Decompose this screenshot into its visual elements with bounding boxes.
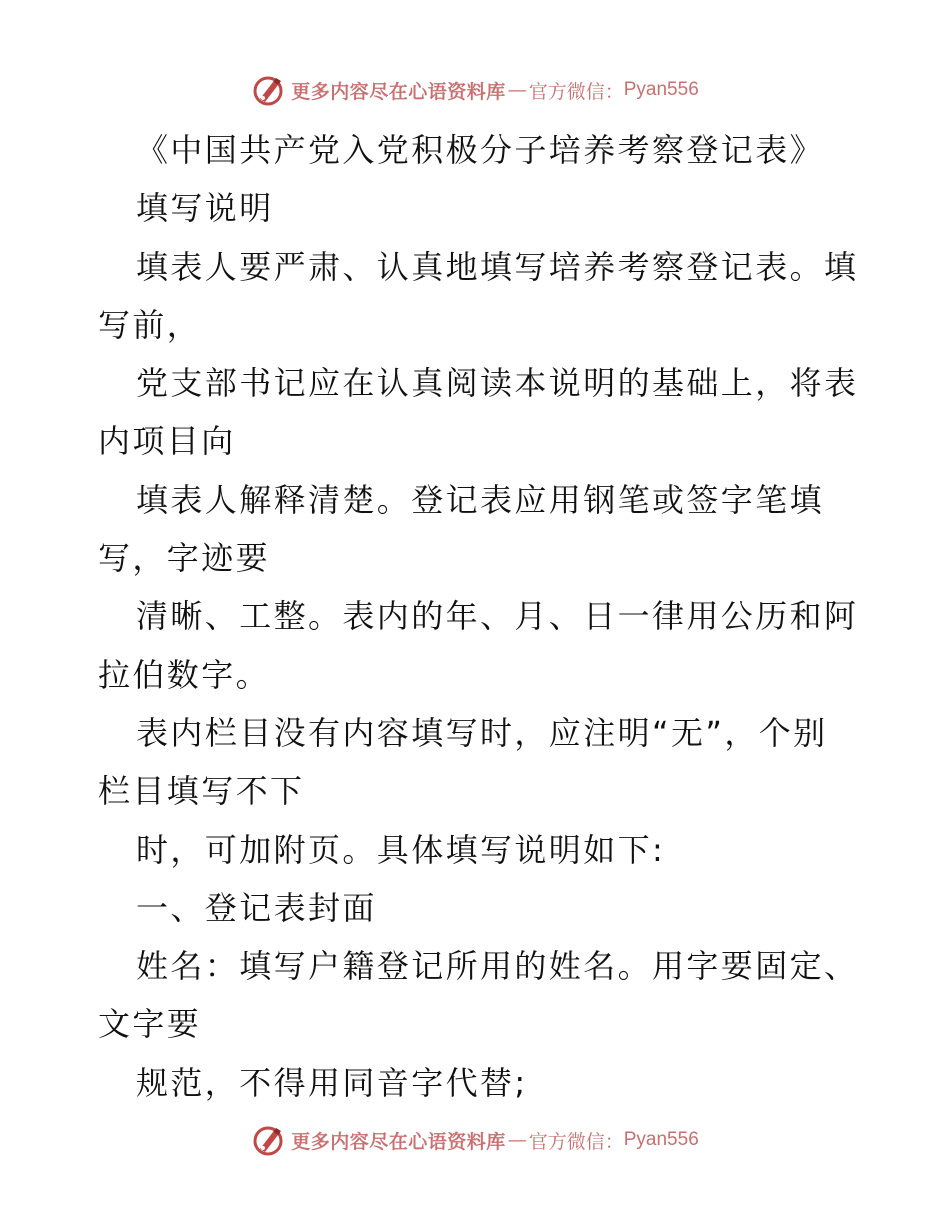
watermark-main-text: 更多内容尽在心语资料库 xyxy=(291,1130,506,1153)
pen-logo-icon xyxy=(251,1123,285,1157)
section-heading-instructions: 填写说明 xyxy=(136,189,274,228)
paragraph-line: 时，可加附页。具体填写说明如下: xyxy=(136,830,666,869)
paragraph-line: 填表人要严肃、认真地填写培养考察登记表。填 xyxy=(136,247,859,286)
footer-watermark xyxy=(0,1122,950,1158)
paragraph-line: 内项目向 xyxy=(98,422,236,461)
header-watermark xyxy=(0,72,950,108)
paragraph-line: 文字要 xyxy=(98,1005,202,1044)
paragraph-line: 表内栏目没有内容填写时，应注明“无”，个别 xyxy=(136,713,828,752)
watermark-official-text: 官方微信： xyxy=(528,80,624,103)
watermark-wechat-id: Pyan556 xyxy=(623,79,699,100)
paragraph-line: 栏目填写不下 xyxy=(98,772,305,811)
pen-logo-icon xyxy=(251,73,285,107)
paragraph-line: 姓名：填写户籍登记所用的姓名。用字要固定、 xyxy=(136,947,859,986)
watermark-dash: — xyxy=(507,79,527,101)
watermark-main-text: 更多内容尽在心语资料库 xyxy=(291,80,506,103)
document-body xyxy=(98,121,858,1112)
paragraph-line: 清晰、工整。表内的年、月、日一律用公历和阿 xyxy=(136,597,859,636)
paragraph-line: 拉伯数字。 xyxy=(98,655,271,694)
paragraph-line: 填表人解释清楚。登记表应用钢笔或签字笔填 xyxy=(136,480,825,519)
paragraph-line: 写前， xyxy=(98,305,202,344)
watermark-wechat-id: Pyan556 xyxy=(623,1129,699,1150)
section-heading-cover: 一、登记表封面 xyxy=(136,888,377,927)
watermark-official-text: 官方微信： xyxy=(528,1130,624,1153)
document-title: 《中国共产党入党积极分子培养考察登记表》 xyxy=(136,131,825,169)
paragraph-line: 规范，不得用同音字代替; xyxy=(136,1063,528,1102)
paragraph-line: 写，字迹要 xyxy=(98,539,271,578)
watermark-dash: — xyxy=(507,1129,527,1151)
paragraph-line: 党支部书记应在认真阅读本说明的基础上，将表 xyxy=(136,364,859,403)
